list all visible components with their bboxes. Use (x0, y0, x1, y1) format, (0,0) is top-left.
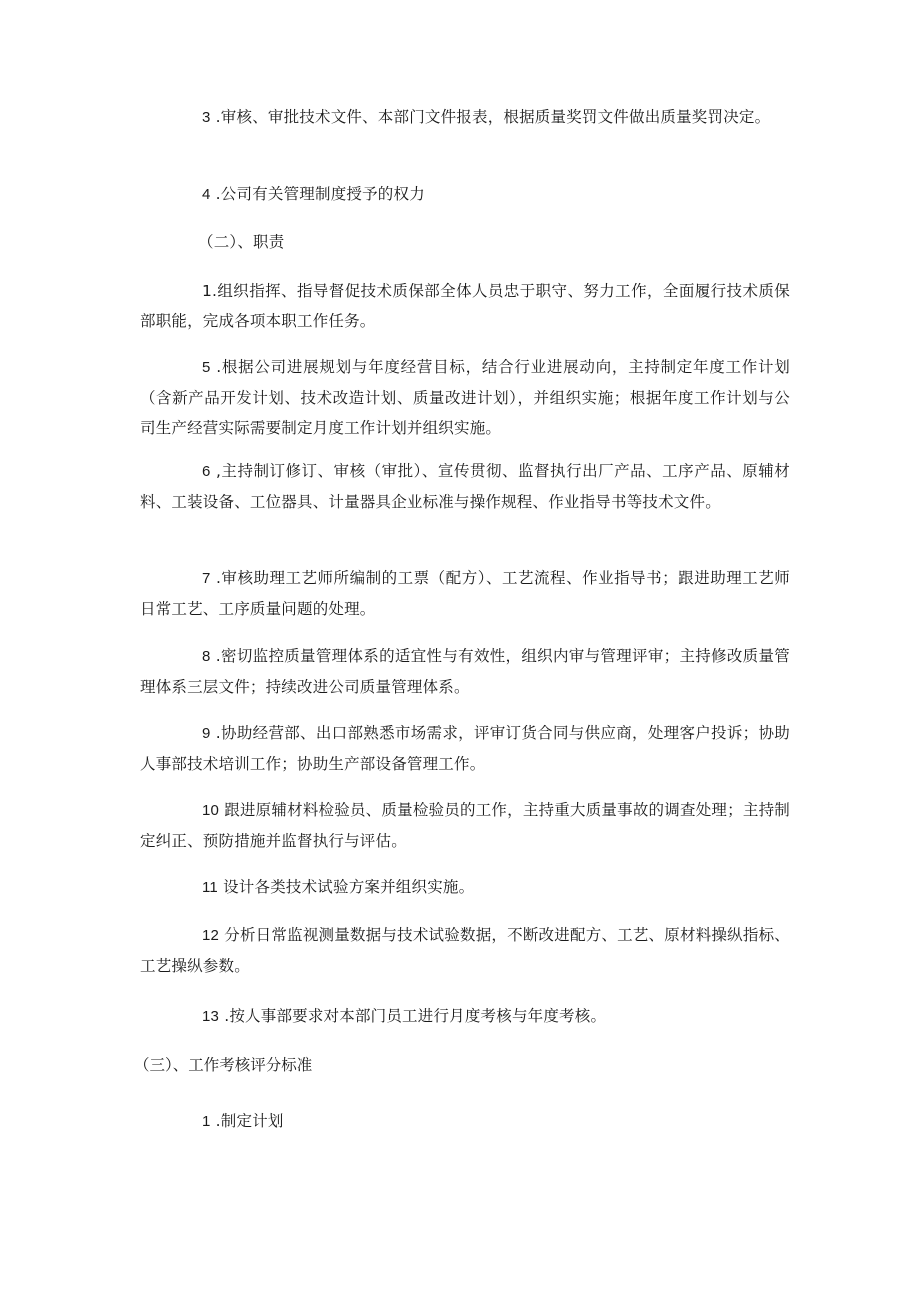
section-heading-duties (140, 227, 790, 257)
paragraph-text: .密切监控质量管理体系的适宜性与有效性，组织内审与管理评审；主持修改质量管理体系三层文件；持续改进公司质量管理体系。 (140, 647, 790, 696)
paragraph-number: 4 (202, 186, 211, 203)
section-heading-text: （二）、职责 (198, 233, 285, 251)
paragraph-plan (140, 1106, 790, 1137)
paragraph-text: .审核、审批技术文件、本部门文件报表，根据质量奖罚文件做出质量奖罚决定。 (210, 108, 771, 126)
paragraph-text: .按人事部要求对本部门员工进行月度考核与年度考核。 (219, 1007, 607, 1025)
paragraph-9 (140, 718, 790, 779)
paragraph-3 (140, 102, 790, 133)
paragraph-number: 11 (202, 879, 218, 896)
paragraph-text: .根据公司进展规划与年度经营目标，结合行业进展动向，主持制定年度工作计划（含新产品开发计划、技术改造计划、质量改进计划），并组织实施；根据年度工作计划与公司生产经营实际需要制定月度工作计划并组织实施。 (140, 358, 790, 437)
paragraph-number: 7 (202, 570, 211, 587)
paragraph-text: 分析日常监视测量数据与技术试验数据，不断改进配方、工艺、原材料操纵指标、工艺操纵参数。 (140, 926, 790, 975)
paragraph-number: 10 (202, 802, 220, 819)
paragraph-12 (140, 920, 790, 981)
paragraph-10 (140, 795, 790, 856)
paragraph-number: 13 (202, 1008, 220, 1025)
paragraph-number: 9 (202, 725, 211, 742)
paragraph-text: .制定计划 (210, 1112, 284, 1130)
paragraph-text: .协助经营部、出口部熟悉市场需求，评审订货合同与供应商，处理客户投诉；协助人事部技术培训工作；协助生产部设备管理工作。 (140, 724, 790, 773)
paragraph-text: 跟进原辅材料检验员、质量检验员的工作，主持重大质量事故的调查处理；主持制定纠正、预防措施并监督执行与评估。 (140, 801, 790, 850)
paragraph-6 (140, 456, 790, 517)
section-heading-evaluation (134, 1050, 312, 1080)
paragraph-number: 8 (202, 648, 211, 665)
paragraph-text: .审核助理工艺师所编制的工票（配方）、工艺流程、作业指导书；跟进助理工艺师日常工艺、工序质量问题的处理。 (140, 569, 790, 618)
paragraph-1 (140, 276, 790, 336)
paragraph-number: 12 (202, 927, 220, 944)
paragraph-number: 5 (202, 359, 211, 376)
paragraph-number: 1 (202, 1113, 211, 1130)
paragraph-text: ,主持制订修订、审核（审批）、宣传贯彻、监督执行出厂产品、工序产品、原辅材料、工装设备、工位器具、计量器具企业标准与操作规程、作业指导书等技术文件。 (140, 462, 790, 511)
paragraph-11 (140, 872, 790, 903)
paragraph-7 (140, 563, 790, 624)
section-heading-text: （三）、工作考核评分标准 (134, 1056, 313, 1074)
paragraph-number: 6 (202, 463, 211, 480)
paragraph-text: .公司有关管理制度授予的权力 (210, 185, 425, 203)
paragraph-13 (140, 1001, 790, 1032)
paragraph-8 (140, 641, 790, 702)
paragraph-number: 3 (202, 109, 211, 126)
paragraph-text: 设计各类技术试验方案并组织实施。 (217, 878, 475, 896)
paragraph-4 (140, 179, 790, 210)
paragraph-text: 1.组织指挥、指导督促技术质保部全体人员忠于职守、努力工作，全面履行技术质保部职能，完成各项本职工作任务。 (140, 282, 790, 330)
paragraph-5 (140, 352, 790, 443)
